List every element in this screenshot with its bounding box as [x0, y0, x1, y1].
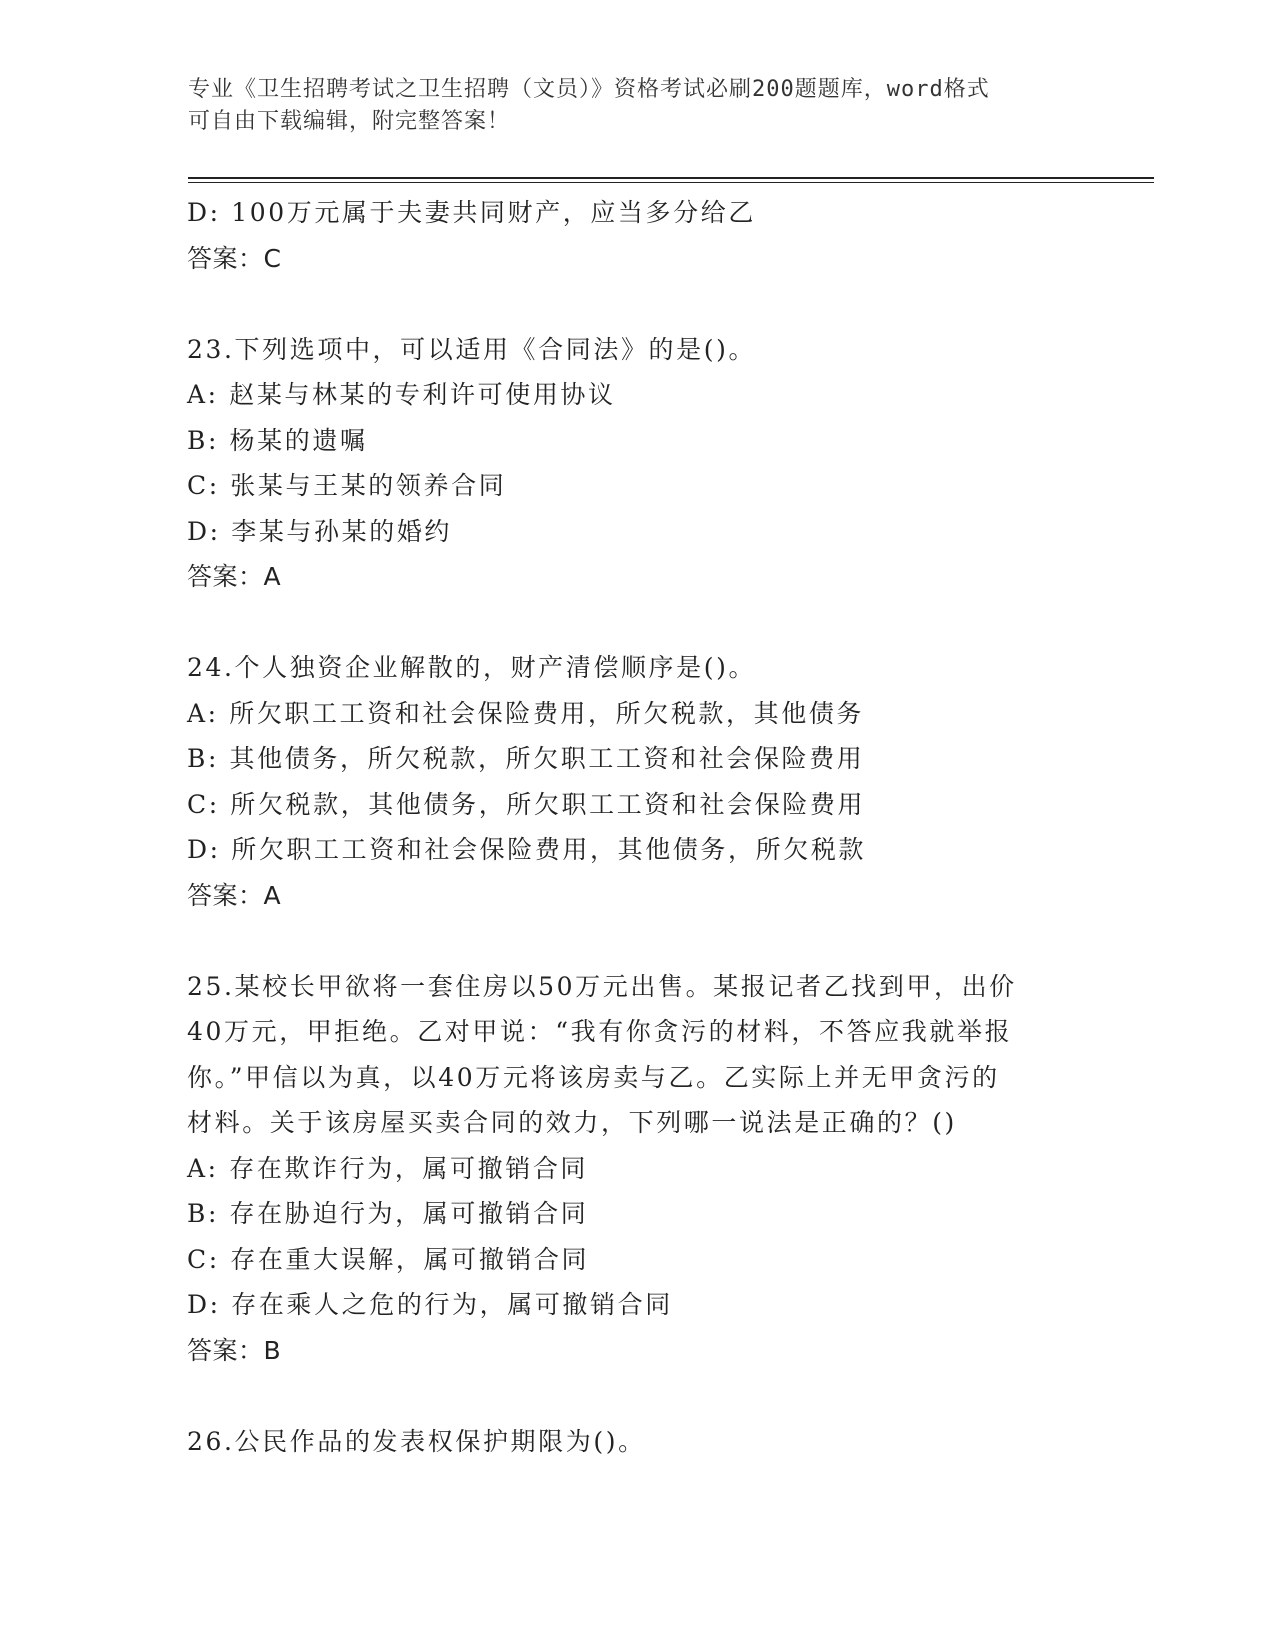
question-block [187, 645, 1087, 918]
document-header [188, 74, 1068, 138]
option-d: D: 所欠职工工资和社会保险费用，其他债务，所欠税款 [187, 835, 867, 864]
answer: 答案：C [187, 243, 282, 273]
header-line-1: 专业《卫生招聘考试之卫生招聘（文员）》资格考试必刷200题题库，word格式 [188, 77, 990, 102]
question-block [187, 964, 1087, 1374]
header-line-2: 可自由下载编辑，附完整答案！ [188, 109, 511, 134]
question-stem: 25.某校长甲欲将一套住房以50万元出售。某报记者乙找到甲，出价 [187, 971, 1017, 1001]
question-stem: 你。”甲信以为真，以40万元将该房卖与乙。乙实际上并无甲贪污的 [187, 1062, 1000, 1092]
option-c: C: 所欠税款，其他债务，所欠职工工资和社会保险费用 [187, 789, 866, 819]
spacer [187, 1373, 1087, 1419]
header-divider-thin [188, 182, 1154, 183]
question-stem: 26.公民作品的发表权保护期限为()。 [187, 1426, 646, 1456]
option-b: B: 其他债务，所欠税款，所欠职工工资和社会保险费用 [187, 744, 865, 773]
question-stem: 24.个人独资企业解散的，财产清偿顺序是()。 [187, 653, 757, 682]
option-a: A: 所欠职工工资和社会保险费用，所欠税款，其他债务 [187, 698, 865, 728]
question-stem: 23.下列选项中，可以适用《合同法》的是()。 [187, 334, 757, 364]
answer: 答案：B [187, 1335, 282, 1365]
spacer [187, 281, 1087, 327]
question-list [187, 190, 1087, 1464]
question-stem: 40万元，甲拒绝。乙对甲说：“我有你贪污的材料，不答应我就举报 [187, 1017, 1013, 1046]
option-b: B: 存在胁迫行为，属可撤销合同 [187, 1199, 589, 1228]
header-divider-thick [188, 177, 1154, 179]
option-c: C: 存在重大误解，属可撤销合同 [187, 1244, 590, 1274]
option-a: A: 赵某与林某的专利许可使用协议 [187, 380, 616, 409]
question-block [187, 1419, 1087, 1465]
option-c: C: 张某与王某的领养合同 [187, 471, 507, 500]
answer: 答案：A [187, 562, 282, 591]
option-d: D: 存在乘人之危的行为，属可撤销合同 [187, 1290, 673, 1319]
spacer [187, 918, 1087, 964]
option-a: A: 存在欺诈行为，属可撤销合同 [187, 1153, 589, 1183]
question-stem: 材料。关于该房屋买卖合同的效力，下列哪一说法是正确的？() [187, 1108, 957, 1137]
spacer [187, 600, 1087, 646]
option-b: B: 杨某的遗嘱 [187, 425, 368, 455]
option-d: D: 李某与孙某的婚约 [187, 516, 453, 546]
question-block [187, 327, 1087, 600]
answer: 答案：A [187, 880, 282, 910]
option-d: D: 100万元属于夫妻共同财产，应当多分给乙 [187, 198, 756, 227]
